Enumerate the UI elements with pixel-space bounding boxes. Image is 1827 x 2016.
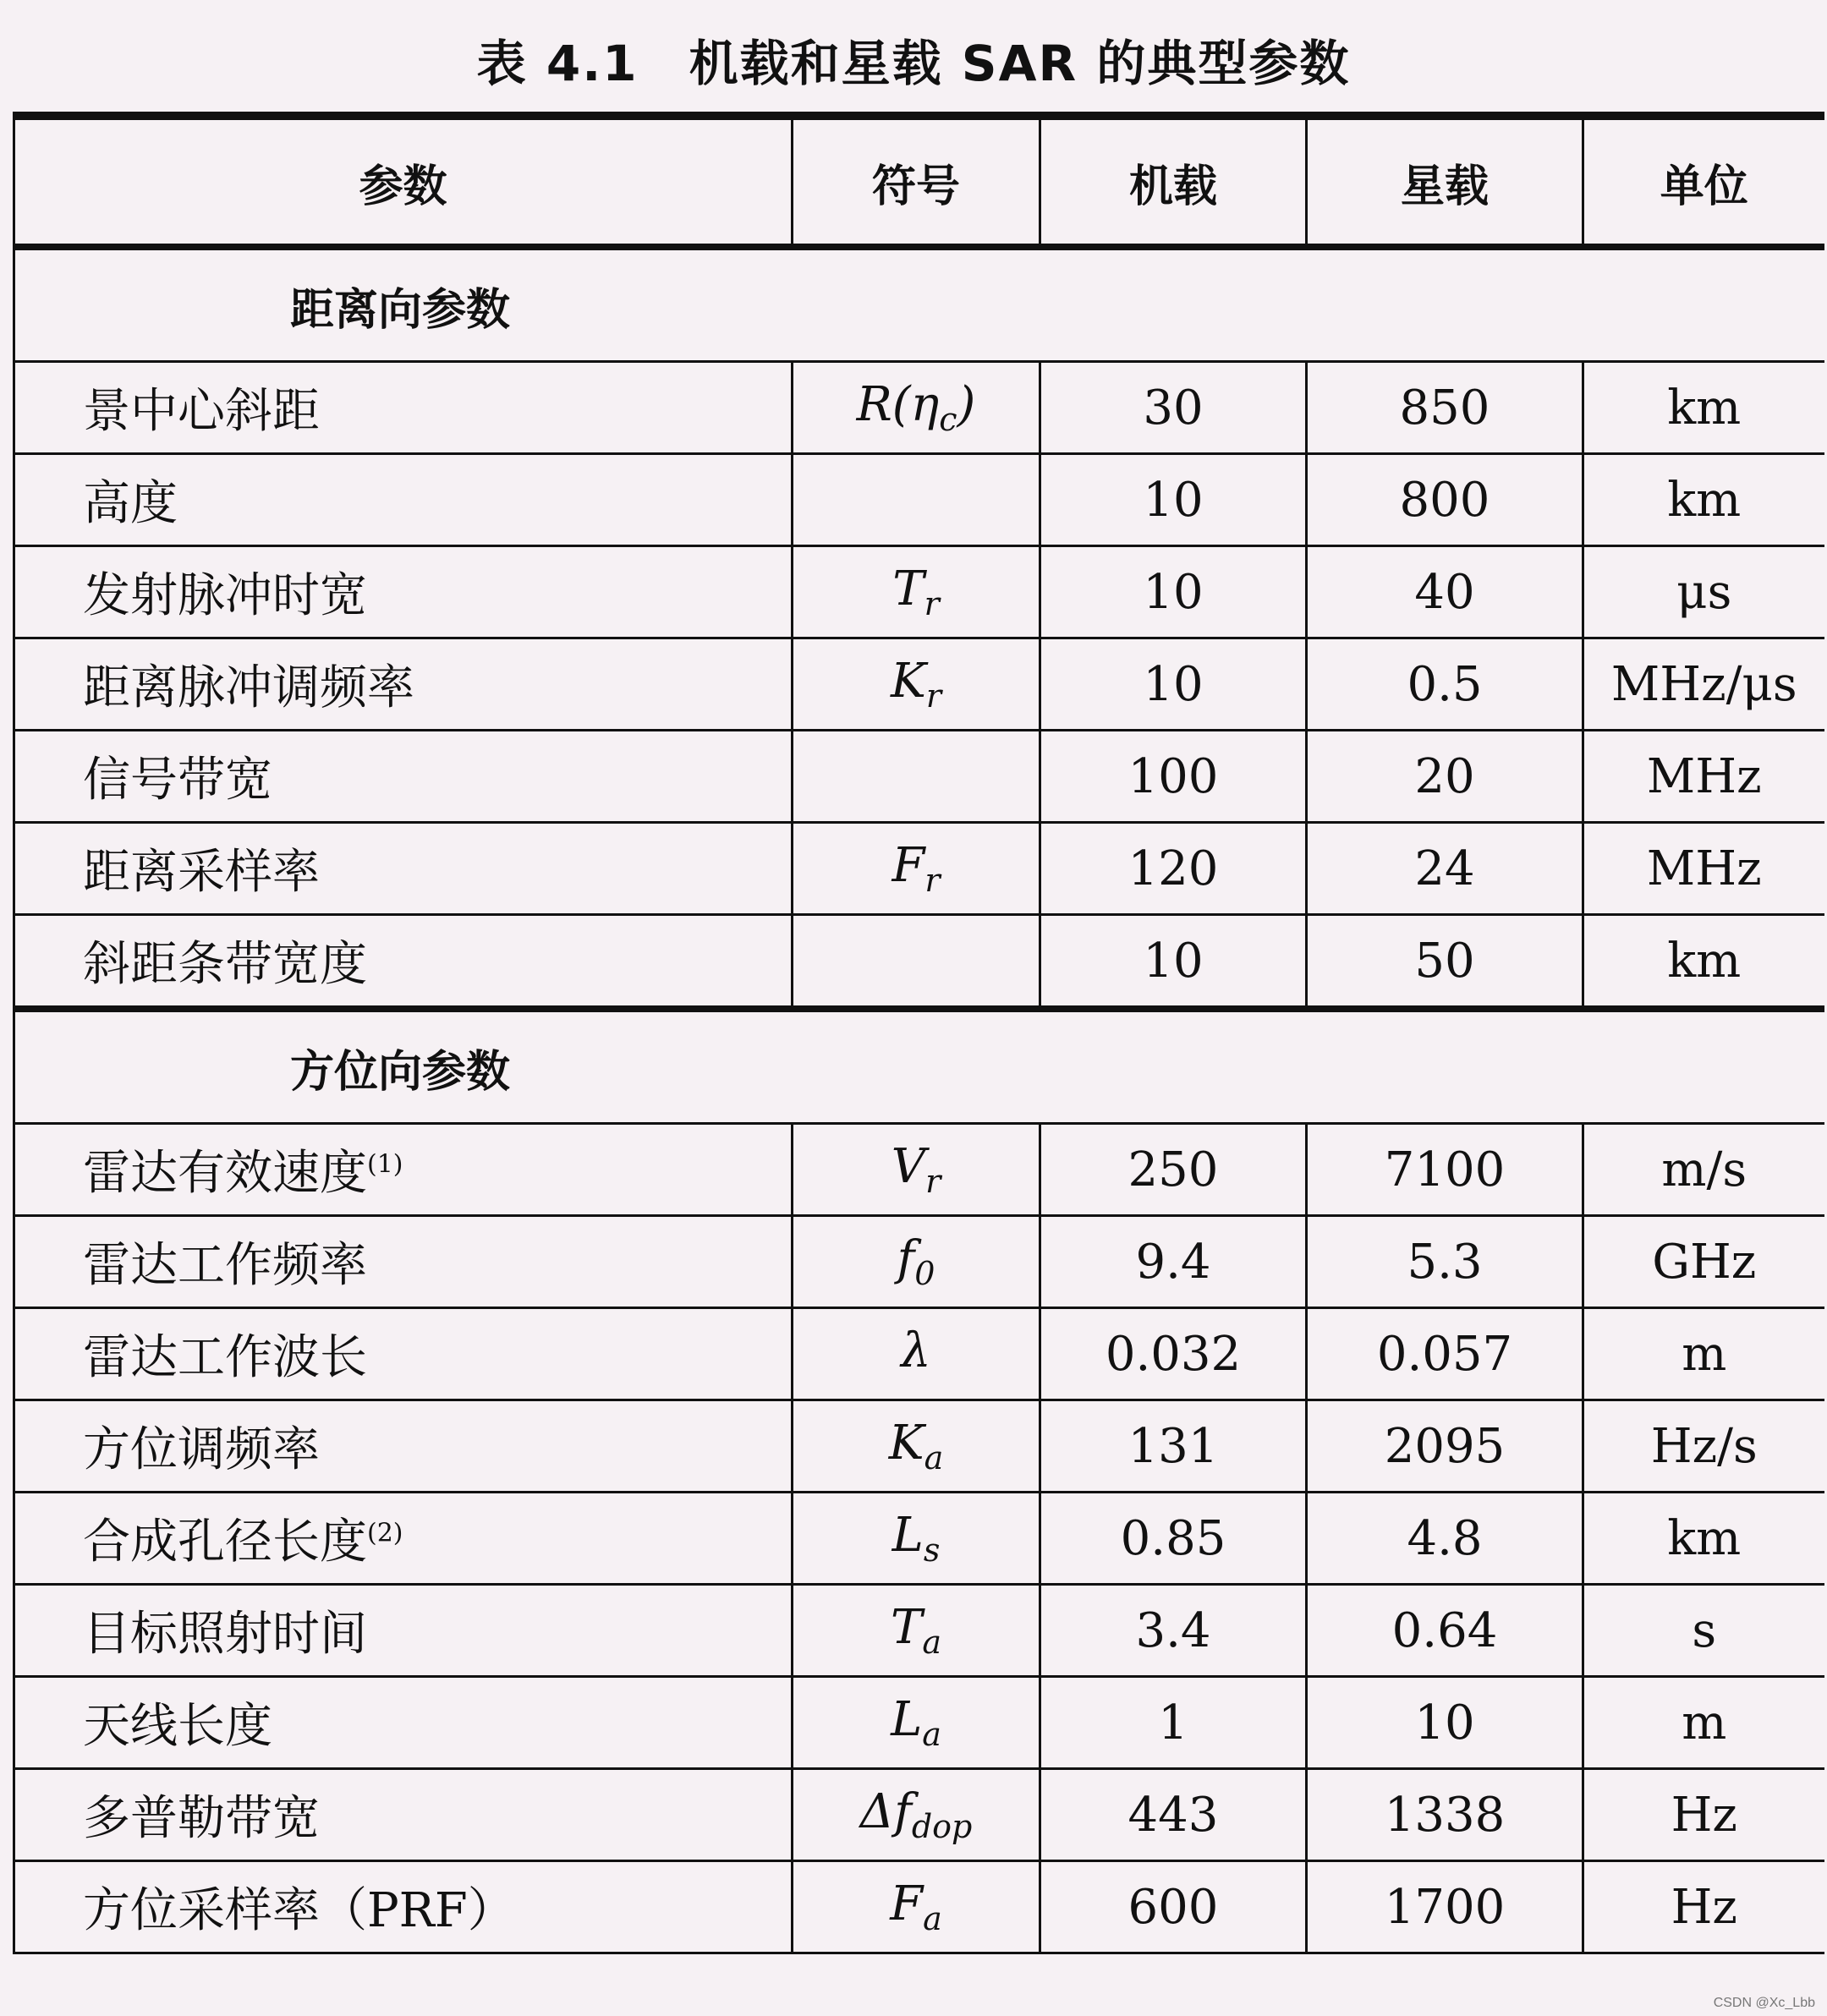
symbol-cell xyxy=(793,731,1040,823)
table-row xyxy=(14,638,1824,731)
symbol-subscript: r xyxy=(924,862,941,900)
unit: μs xyxy=(1583,546,1824,638)
symbol-cell xyxy=(793,1585,1040,1677)
symbol: K xyxy=(890,653,926,709)
parameter-name-cell xyxy=(14,1400,793,1493)
spaceborne-value: 10 xyxy=(1307,1677,1583,1769)
parameter-name-cell xyxy=(14,1216,793,1308)
parameter-name: 雷达工作频率 xyxy=(83,1238,367,1293)
parameter-name-cell xyxy=(14,1493,793,1585)
unit: s xyxy=(1583,1585,1824,1677)
spaceborne-value: 2095 xyxy=(1307,1400,1583,1493)
symbol-cell xyxy=(793,1861,1040,1953)
table-row xyxy=(14,1124,1824,1216)
parameter-name: 斜距条带宽度 xyxy=(83,937,367,992)
airborne-value: 9.4 xyxy=(1040,1216,1307,1308)
sar-parameters-table xyxy=(13,112,1824,1954)
unit: km xyxy=(1583,1493,1824,1585)
spaceborne-value: 24 xyxy=(1307,823,1583,915)
parameter-name: 距离采样率 xyxy=(83,845,320,900)
header-symbol: 符号 xyxy=(793,116,1040,247)
symbol-subscript: c xyxy=(939,401,957,439)
symbol-subscript: s xyxy=(923,1531,941,1570)
parameter-name-cell xyxy=(14,731,793,823)
table-row xyxy=(14,1861,1824,1953)
unit: km xyxy=(1583,454,1824,546)
unit: MHz xyxy=(1583,823,1824,915)
airborne-value: 1 xyxy=(1040,1677,1307,1769)
unit: km xyxy=(1583,362,1824,454)
symbol: λ xyxy=(901,1323,931,1378)
airborne-value: 100 xyxy=(1040,731,1307,823)
parameter-name-cell xyxy=(14,1769,793,1861)
symbol-subscript: r xyxy=(925,1163,941,1201)
symbol: F xyxy=(890,1876,924,1931)
symbol-subscript: r xyxy=(924,585,940,623)
parameter-name: 目标照射时间 xyxy=(83,1607,367,1662)
parameter-name-cell xyxy=(14,823,793,915)
table-row xyxy=(14,915,1824,1010)
table-row xyxy=(14,362,1824,454)
airborne-value: 10 xyxy=(1040,546,1307,638)
table-row xyxy=(14,1585,1824,1677)
symbol-cell xyxy=(793,1124,1040,1216)
header-row xyxy=(14,116,1824,247)
symbol: L xyxy=(892,1507,924,1563)
parameter-name-cell xyxy=(14,362,793,454)
symbol-cell xyxy=(793,1400,1040,1493)
symbol-cell xyxy=(793,1493,1040,1585)
symbol-cell xyxy=(793,1308,1040,1400)
unit: Hz xyxy=(1583,1861,1824,1953)
symbol: F xyxy=(892,837,925,893)
parameter-name-cell xyxy=(14,1677,793,1769)
unit: km xyxy=(1583,915,1824,1010)
spaceborne-value: 850 xyxy=(1307,362,1583,454)
airborne-value: 10 xyxy=(1040,915,1307,1010)
table-row xyxy=(14,546,1824,638)
airborne-value: 443 xyxy=(1040,1769,1307,1861)
parameter-name: 发射脉冲时宽 xyxy=(83,568,367,623)
header-airborne: 机载 xyxy=(1040,116,1307,247)
parameter-name: 合成孔径长度 xyxy=(83,1515,367,1570)
header-parameter: 参数 xyxy=(14,116,793,247)
airborne-value: 30 xyxy=(1040,362,1307,454)
parameter-name-cell xyxy=(14,1861,793,1953)
symbol-subscript: a xyxy=(924,1439,944,1477)
parameter-name-cell xyxy=(14,546,793,638)
parameter-name-cell xyxy=(14,1585,793,1677)
parameter-name: 雷达有效速度 xyxy=(83,1146,367,1201)
parameter-name: 多普勒带宽 xyxy=(83,1791,320,1846)
table-row xyxy=(14,1769,1824,1861)
symbol: Δf xyxy=(859,1783,912,1839)
symbol: V xyxy=(891,1138,926,1194)
spaceborne-value: 0.5 xyxy=(1307,638,1583,731)
footnote-marker: (1) xyxy=(367,1149,403,1180)
symbol: K xyxy=(888,1415,924,1471)
symbol: L xyxy=(891,1691,923,1747)
airborne-value: 10 xyxy=(1040,638,1307,731)
table-row xyxy=(14,731,1824,823)
parameter-name: 高度 xyxy=(83,476,178,531)
watermark: CSDN @Xc_Lbb xyxy=(1713,1996,1815,2010)
symbol-cell xyxy=(793,546,1040,638)
symbol-subscript: a xyxy=(922,1716,941,1754)
table-row xyxy=(14,1308,1824,1400)
symbol-subscript: dop xyxy=(911,1808,973,1846)
spaceborne-value: 5.3 xyxy=(1307,1216,1583,1308)
airborne-value: 3.4 xyxy=(1040,1585,1307,1677)
symbol-cell xyxy=(793,915,1040,1010)
spaceborne-value: 800 xyxy=(1307,454,1583,546)
unit: m xyxy=(1583,1308,1824,1400)
spaceborne-value: 4.8 xyxy=(1307,1493,1583,1585)
spaceborne-value: 40 xyxy=(1307,546,1583,638)
parameter-name-cell xyxy=(14,915,793,1010)
unit: Hz xyxy=(1583,1769,1824,1861)
airborne-value: 131 xyxy=(1040,1400,1307,1493)
symbol-cell xyxy=(793,1769,1040,1861)
unit: m/s xyxy=(1583,1124,1824,1216)
table-caption: 表 4.1 机载和星载 SAR 的典型参数 xyxy=(476,35,1351,92)
parameter-name: 天线长度 xyxy=(83,1699,272,1754)
parameter-name: 距离脉冲调频率 xyxy=(83,660,414,715)
airborne-value: 600 xyxy=(1040,1861,1307,1953)
parameter-name-cell xyxy=(14,1308,793,1400)
spaceborne-value: 7100 xyxy=(1307,1124,1583,1216)
table-row xyxy=(14,823,1824,915)
symbol-subscript: r xyxy=(925,677,941,715)
airborne-value: 10 xyxy=(1040,454,1307,546)
airborne-value: 0.85 xyxy=(1040,1493,1307,1585)
unit: Hz/s xyxy=(1583,1400,1824,1493)
table-row xyxy=(14,1216,1824,1308)
symbol-cell xyxy=(793,1677,1040,1769)
parameter-name: 景中心斜距 xyxy=(83,384,320,439)
spaceborne-value: 0.64 xyxy=(1307,1585,1583,1677)
parameter-name: 方位采样率（PRF） xyxy=(83,1883,515,1938)
airborne-value: 250 xyxy=(1040,1124,1307,1216)
symbol: f xyxy=(897,1230,915,1286)
spaceborne-value: 20 xyxy=(1307,731,1583,823)
parameter-name: 方位调频率 xyxy=(83,1422,320,1477)
parameter-name-cell xyxy=(14,1124,793,1216)
table-row xyxy=(14,1493,1824,1585)
table-row xyxy=(14,1677,1824,1769)
symbol-cell xyxy=(793,823,1040,915)
symbol-subscript: 0 xyxy=(914,1255,935,1293)
parameter-name: 雷达工作波长 xyxy=(83,1330,367,1385)
unit: MHz/μs xyxy=(1583,638,1824,731)
symbol: T xyxy=(892,561,924,616)
unit: MHz xyxy=(1583,731,1824,823)
spaceborne-value: 0.057 xyxy=(1307,1308,1583,1400)
airborne-value: 0.032 xyxy=(1040,1308,1307,1400)
symbol-cell xyxy=(793,638,1040,731)
symbol-cell xyxy=(793,362,1040,454)
symbol-cell xyxy=(793,1216,1040,1308)
section-title: 方位向参数 xyxy=(14,1009,1824,1124)
parameter-name-cell xyxy=(14,638,793,731)
unit: GHz xyxy=(1583,1216,1824,1308)
unit: m xyxy=(1583,1677,1824,1769)
symbol-subscript: a xyxy=(922,1624,941,1662)
header-unit: 单位 xyxy=(1583,116,1824,247)
symbol-cell xyxy=(793,454,1040,546)
header-spaceborne: 星载 xyxy=(1307,116,1583,247)
section-title: 距离向参数 xyxy=(14,247,1824,362)
spaceborne-value: 1338 xyxy=(1307,1769,1583,1861)
symbol-subscript: a xyxy=(923,1900,942,1938)
section-row xyxy=(14,1009,1824,1124)
table-row xyxy=(14,454,1824,546)
parameter-name-cell xyxy=(14,454,793,546)
symbol-tail: ) xyxy=(957,376,976,432)
parameter-name: 信号带宽 xyxy=(83,753,272,808)
table-row xyxy=(14,1400,1824,1493)
footnote-marker: (2) xyxy=(367,1518,403,1548)
symbol: R(η xyxy=(856,376,940,432)
section-row xyxy=(14,247,1824,362)
spaceborne-value: 50 xyxy=(1307,915,1583,1010)
spaceborne-value: 1700 xyxy=(1307,1861,1583,1953)
symbol: T xyxy=(890,1599,923,1655)
airborne-value: 120 xyxy=(1040,823,1307,915)
